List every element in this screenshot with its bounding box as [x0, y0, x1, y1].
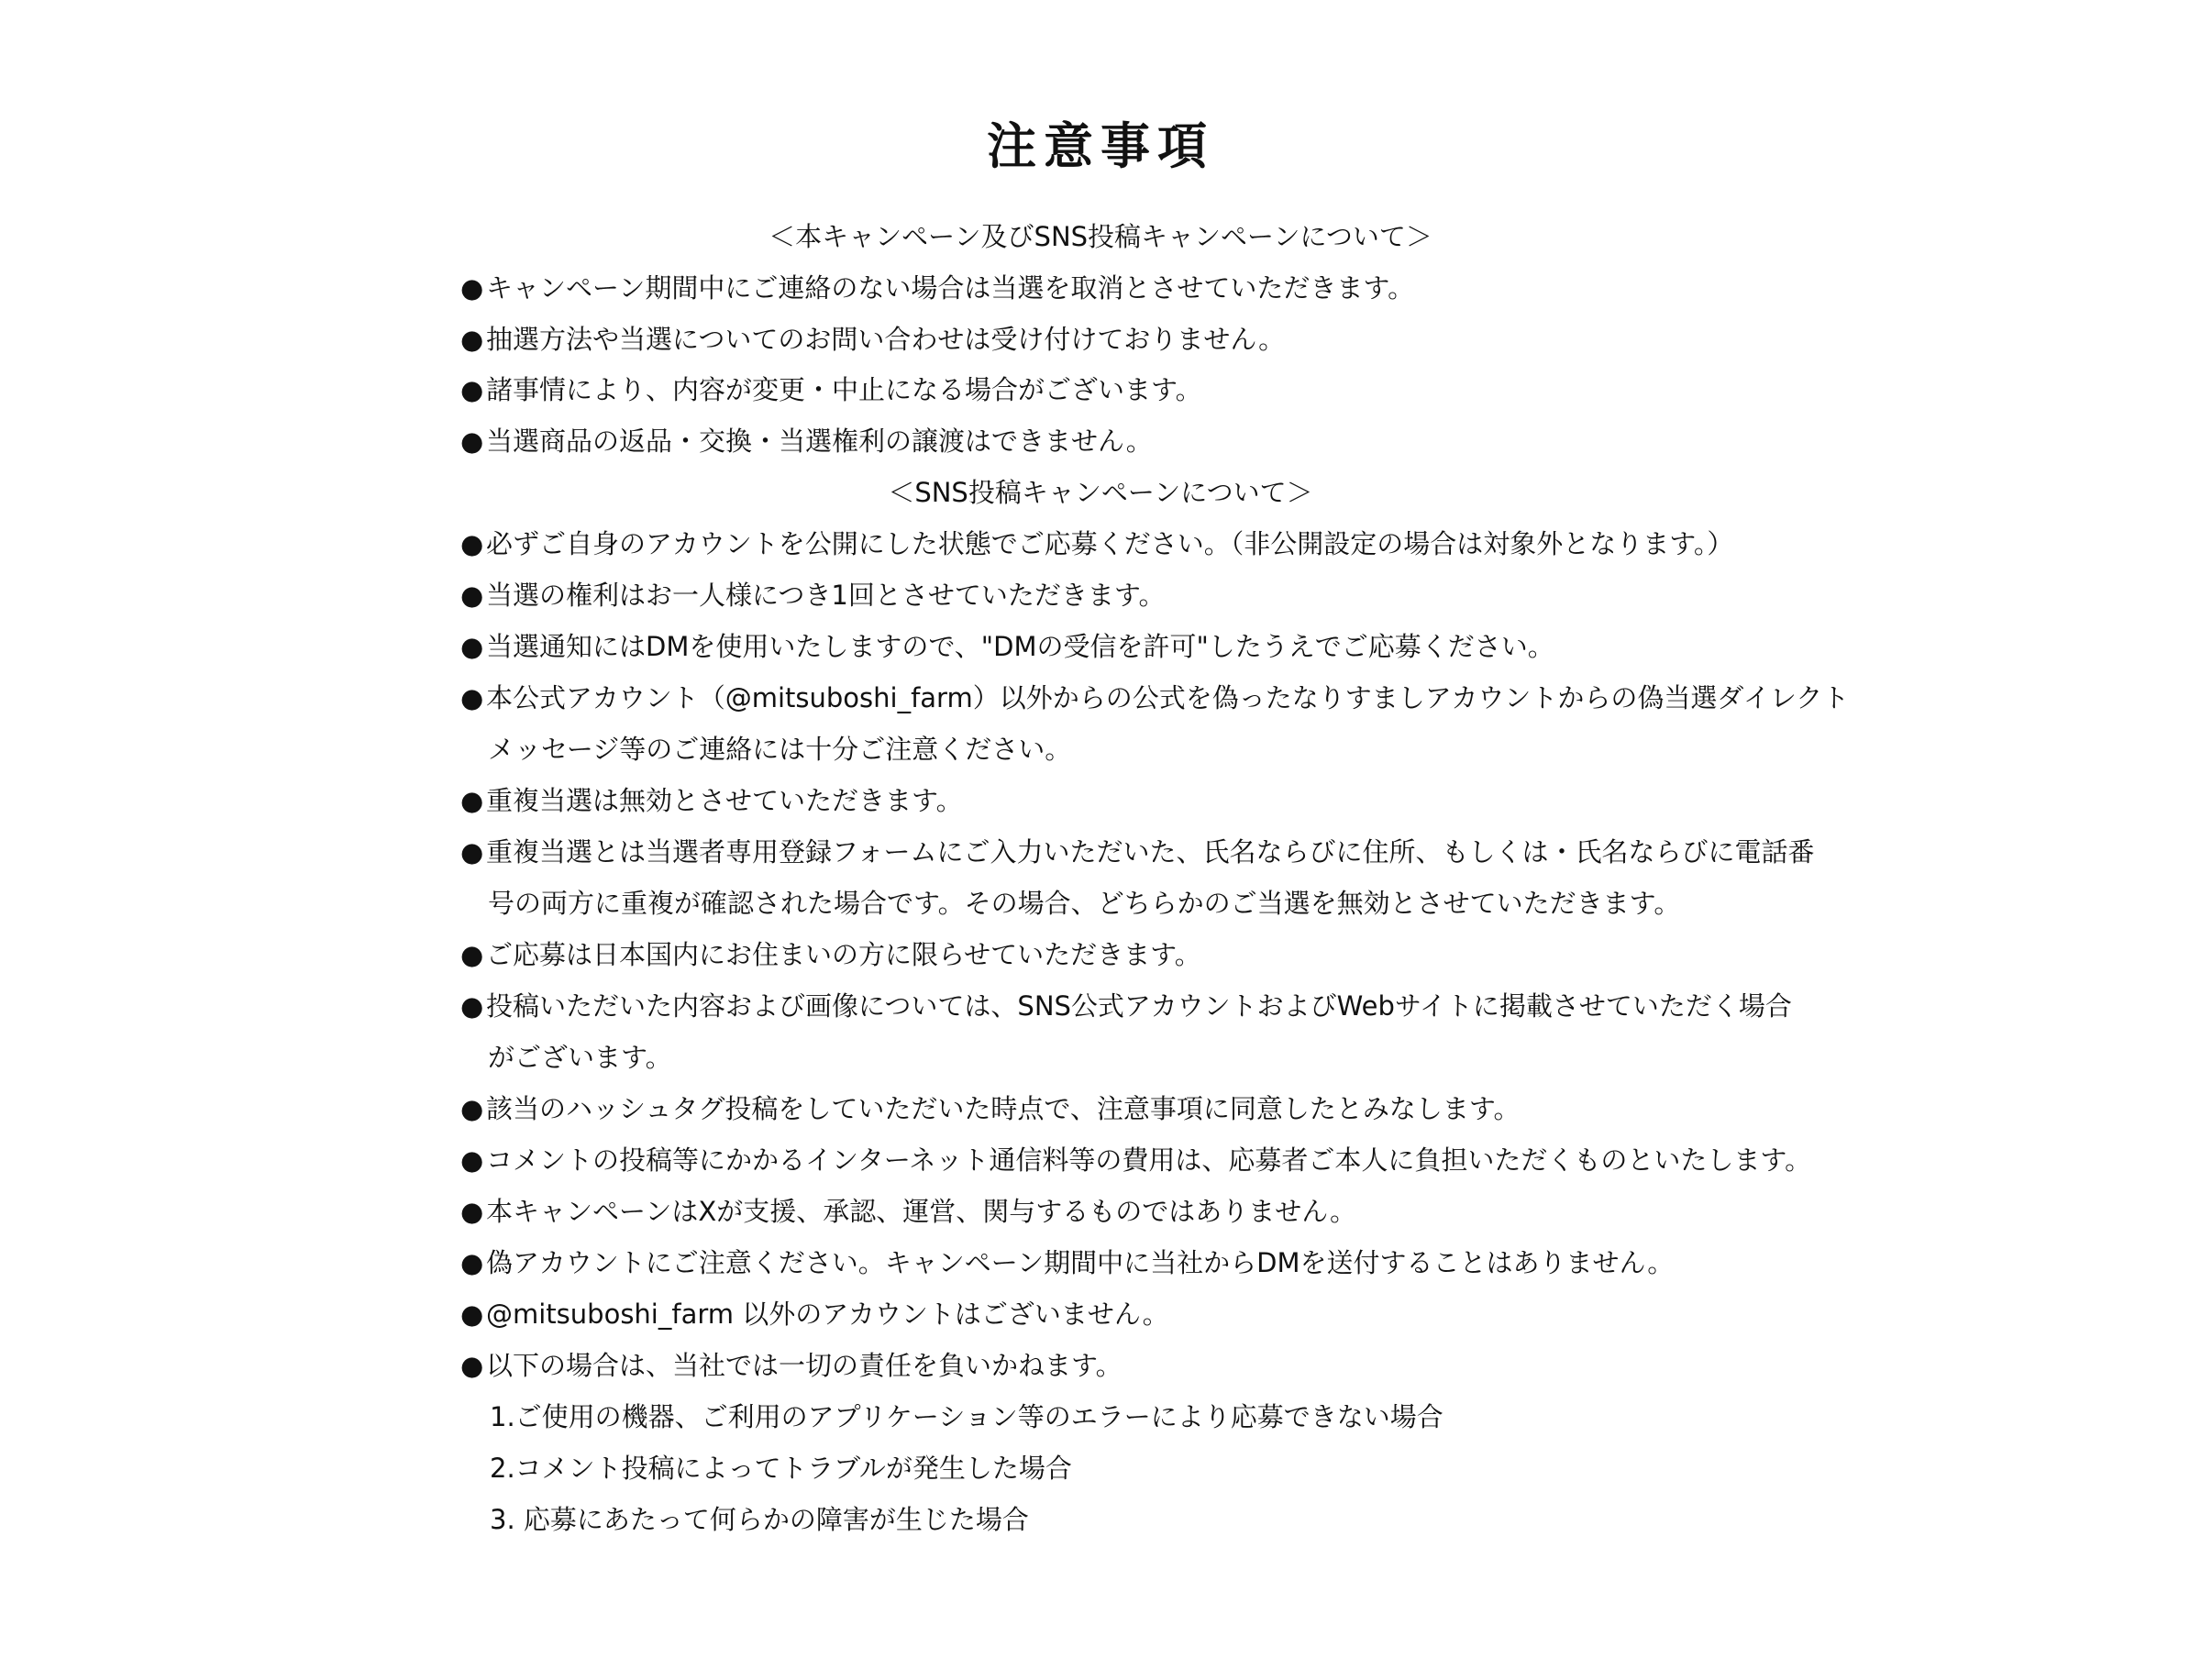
- list-item: [460, 270, 1772, 306]
- bullet-icon: ●: [460, 682, 484, 713]
- list-item: [460, 423, 1772, 459]
- list-item-continuation: [460, 1039, 1772, 1076]
- list-item-text: メッセージ等のご連絡には十分ご注意ください。: [488, 734, 1072, 765]
- disclaimer-item-text: 3. 応募にあたって何らかの障害が生じた場合: [490, 1504, 1029, 1535]
- list-item: [460, 1244, 1772, 1281]
- list-item: [460, 1193, 1772, 1230]
- list-item-text: 偽アカウントにご注意ください。キャンペーン期間中に当社からDMを送付することはありません。: [486, 1247, 1675, 1278]
- list-item-text: 当選の権利はお一人様につき1回とさせていただきます。: [486, 580, 1166, 611]
- list-item-text: 重複当選とは当選者専用登録フォームにご入力いただいた、氏名ならびに住所、もしくは・氏名ならびに電話番: [486, 836, 1815, 868]
- list-item: [460, 371, 1772, 408]
- bullet-icon: ●: [460, 1247, 484, 1278]
- list-item-text: 重複当選は無効とさせていただきます。: [486, 785, 963, 816]
- list-item-continuation: [460, 731, 1772, 768]
- disclaimer-item: [460, 1398, 1772, 1435]
- list-item: [460, 782, 1772, 819]
- list-item: [460, 1296, 1772, 1332]
- bullet-icon: ●: [460, 374, 484, 405]
- list-item: [460, 1142, 1812, 1178]
- list-item: [460, 628, 1772, 665]
- bullet-icon: ●: [460, 1144, 484, 1176]
- list-item-text: 当選通知にはDMを使用いたしますので、"DMの受信を許可"したうえでご応募ください。: [486, 631, 1554, 662]
- bullet-icon: ●: [460, 528, 484, 559]
- list-item-text: ご応募は日本国内にお住まいの方に限らせていただきます。: [486, 939, 1201, 970]
- list-item: [460, 577, 1772, 613]
- list-item-text: 必ずご自身のアカウントを公開にした状態でご応募ください。（非公開設定の場合は対象外となります。）: [486, 528, 1734, 559]
- list-item: [460, 680, 1850, 716]
- disclaimer-item: [460, 1450, 1772, 1487]
- list-item-text: キャンペーン期間中にご連絡のない場合は当選を取消とさせていただきます。: [486, 272, 1415, 304]
- list-item: [460, 525, 1772, 562]
- bullet-icon: ●: [460, 580, 484, 611]
- bullet-icon: ●: [460, 1196, 484, 1227]
- bullet-icon: ●: [460, 1299, 484, 1330]
- list-item: [460, 834, 1815, 870]
- list-item-continuation: [460, 885, 1772, 922]
- list-item: [460, 1347, 1772, 1384]
- bullet-icon: ●: [460, 785, 484, 816]
- list-item-text: 本キャンペーンはXが支援、承認、運営、関与するものではありません。: [486, 1196, 1357, 1227]
- list-item-text: 号の両方に重複が確認された場合です。その場合、どちらかのご当選を無効とさせていただきます。: [488, 888, 1681, 919]
- bullet-icon: ●: [460, 1093, 484, 1124]
- bullet-icon: ●: [460, 990, 484, 1022]
- disclaimer-item-text: 2.コメント投稿によってトラブルが発生した場合: [490, 1453, 1072, 1484]
- list-item-text: 諸事情により、内容が変更・中止になる場合がございます。: [486, 374, 1202, 405]
- bullet-icon: ●: [460, 836, 484, 868]
- bullet-icon: ●: [460, 631, 484, 662]
- list-item-text: 抽選方法や当選についてのお問い合わせは受け付けておりません。: [486, 324, 1286, 355]
- list-item: [460, 321, 1772, 358]
- bullet-icon: ●: [460, 1350, 484, 1381]
- list-item-text: 本公式アカウント（@mitsuboshi_farm）以外からの公式を偽ったなりすましアカウントからの偽当選ダイレクト: [486, 682, 1850, 713]
- bullet-icon: ●: [460, 324, 484, 355]
- page-title: 注意事項: [987, 117, 1214, 175]
- list-item-text: 投稿いただいた内容および画像については、SNS公式アカウントおよびWebサイトに掲載させていただく場合: [486, 990, 1792, 1022]
- bullet-icon: ●: [460, 426, 484, 457]
- list-item: [460, 1090, 1772, 1127]
- bullet-icon: ●: [460, 272, 484, 304]
- section-heading-sns: ＜SNS投稿キャンペーンについて＞: [888, 477, 1313, 508]
- section-heading-campaign: ＜本キャンペーン及びSNS投稿キャンペーンについて＞: [769, 221, 1432, 252]
- list-item-text: 当選商品の返品・交換・当選権利の譲渡はできません。: [486, 426, 1153, 457]
- disclaimer-item-text: 1.ご使用の機器、ご利用のアプリケーション等のエラーにより応募できない場合: [490, 1401, 1443, 1432]
- list-item-text: がございます。: [488, 1042, 672, 1073]
- list-item-text: @mitsuboshi_farm 以外のアカウントはございません。: [486, 1299, 1169, 1330]
- disclaimer-item: [460, 1501, 1772, 1538]
- list-item-text: 以下の場合は、当社では一切の責任を負いかねます。: [486, 1350, 1123, 1381]
- list-item-text: コメントの投稿等にかかるインターネット通信料等の費用は、応募者ご本人に負担いただくものといたします。: [486, 1144, 1812, 1176]
- list-item: [460, 936, 1772, 973]
- list-item-text: 該当のハッシュタグ投稿をしていただいた時点で、注意事項に同意したとみなします。: [486, 1093, 1521, 1124]
- bullet-icon: ●: [460, 939, 484, 970]
- list-item: [460, 988, 1792, 1024]
